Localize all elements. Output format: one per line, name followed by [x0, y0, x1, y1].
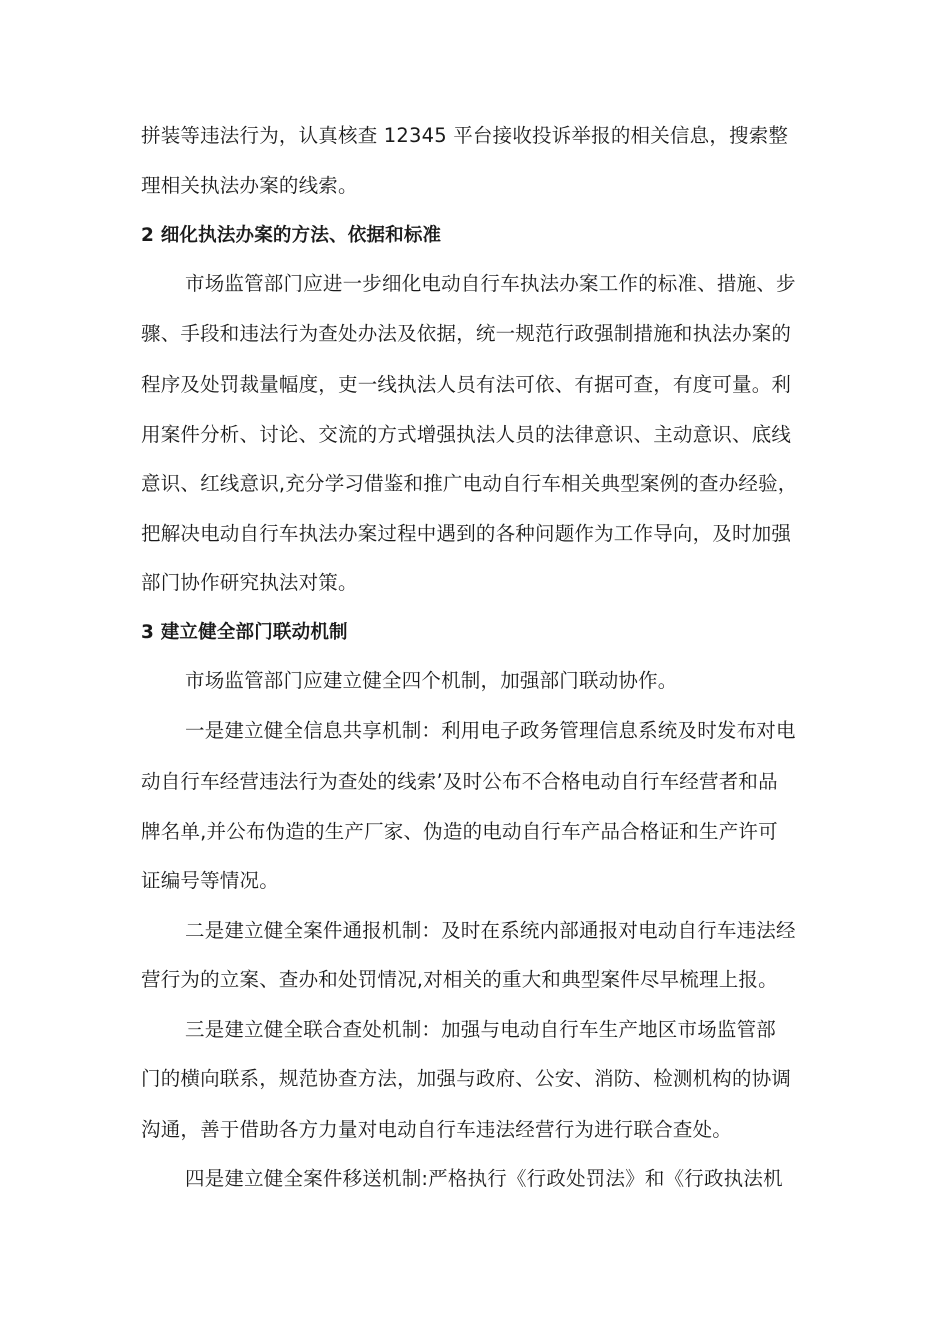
paragraph-line: 程序及处罚裁量幅度，吏一线执法人员有法可依、有据可查，有度可量。利	[141, 373, 792, 396]
paragraph-line: 营行为的立案、查办和处罚情况,对相关的重大和典型案件尽早梳理上报。	[141, 968, 778, 991]
paragraph-line: 骤、手段和违法行为查处办法及依据，统一规范行政强制措施和执法办案的	[141, 322, 792, 345]
paragraph-line: 意识、红线意识,充分学习借鉴和推广电动自行车相关典型案例的查办经验，	[141, 472, 798, 495]
paragraph-line: 用案件分析、讨论、交流的方式增强执法人员的法律意识、主动意识、底线	[141, 423, 792, 446]
paragraph-line: 四是建立健全案件移送机制:严格执行《行政处罚法》和《行政执法机	[185, 1167, 783, 1190]
paragraph-line: 拼装等违法行为，认真核查 12345 平台接收投诉举报的相关信息，搜索整	[141, 124, 789, 147]
paragraph-line: 动自行车经营违法行为查处的线索’及时公布不合格电动自行车经营者和品	[141, 770, 778, 793]
paragraph-line: 牌名单,并公布伪造的生产厂家、伪造的电动自行车产品合格证和生产许可	[141, 820, 778, 843]
paragraph-line: 门的横向联系，规范协查方法，加强与政府、公安、消防、检测机构的协调	[141, 1067, 792, 1090]
paragraph-line: 三是建立健全联合查处机制：加强与电动自行车生产地区市场监管部	[185, 1018, 777, 1041]
paragraph-line: 把解决电动自行车执法办案过程中遇到的各种问题作为工作导向，及时加强	[141, 522, 792, 545]
paragraph-line: 二是建立健全案件通报机制：及时在系统内部通报对电动自行车违法经	[185, 919, 796, 942]
paragraph-line: 部门协作研究执法对策。	[141, 571, 358, 594]
paragraph-line: 市场监管部门应建立健全四个机制，加强部门联动协作。	[185, 669, 678, 692]
paragraph-line: 理相关执法办案的线索。	[141, 174, 358, 197]
paragraph-line: 沟通，善于借助各方力量对电动自行车违法经营行为进行联合查处。	[141, 1118, 733, 1141]
paragraph-line: 证编号等情况。	[141, 869, 279, 892]
section-heading-3: 3 建立健全部门联动机制	[141, 622, 348, 643]
paragraph-line: 一是建立健全信息共享机制：利用电子政务管理信息系统及时发布对电	[185, 719, 796, 742]
section-heading-2: 2 细化执法办案的方法、依据和标准	[141, 225, 442, 246]
paragraph-line: 市场监管部门应进一步细化电动自行车执法办案工作的标准、措施、步	[185, 272, 796, 295]
